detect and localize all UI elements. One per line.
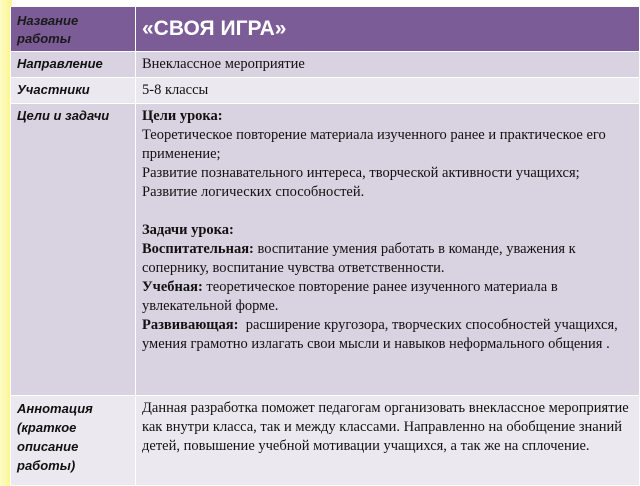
goals-row	[11, 104, 640, 396]
title-row	[11, 7, 640, 52]
goals-label: Цели и задачи	[11, 104, 136, 396]
work-title: «СВОЯ ИГРА»	[136, 7, 640, 52]
learning-text: теоретическое повторение ранее изученного материала в увлекательной форме.	[142, 279, 558, 314]
tasks-heading: Задачи урока:	[142, 222, 234, 238]
goal-3: Развитие логических способностей.	[142, 184, 365, 200]
learning-task	[142, 278, 633, 316]
spacer	[142, 202, 633, 221]
direction-row	[11, 52, 640, 78]
developing-label: Развивающая:	[142, 317, 239, 333]
participants-value: 5-8 классы	[136, 78, 640, 104]
annotation-value: Данная разработка поможет педагогам организовать внеклассное мероприятие как внутри класса, так и между классами. Направленно на обобщение знаний детей, повышение учебной мотивации учащихся, а так же на сплочение.	[136, 396, 640, 486]
direction-label: Направление	[11, 52, 136, 78]
goal-2: Развитие познавательного интереса, творческой активности учащихся;	[142, 165, 580, 181]
annotation-row	[11, 396, 640, 486]
learning-label: Учебная:	[142, 279, 203, 295]
goal-1: Теоретическое повторение материала изученного ранее и практическое его применение;	[142, 127, 606, 162]
educational-text: воспитание умения работать в команде, уважения к сопернику, воспитание чувства ответственности.	[142, 241, 576, 276]
lesson-goals-heading: Цели урока:	[142, 108, 223, 124]
direction-value: Внеклассное мероприятие	[136, 52, 640, 78]
participants-label: Участники	[11, 78, 136, 104]
educational-task	[142, 240, 633, 278]
developing-text: расширение кругозора, творческих способностей учащихся, умения грамотно излагать свои мысли и навыков неформального общения .	[142, 317, 618, 352]
educational-label: Воспитательная:	[142, 241, 254, 257]
info-table	[10, 6, 640, 486]
annotation-label: Аннотация (краткое описание работы)	[11, 396, 136, 486]
developing-task	[142, 316, 633, 354]
title-label: Название работы	[11, 7, 136, 52]
participants-row	[11, 78, 640, 104]
goals-cell	[136, 104, 640, 396]
